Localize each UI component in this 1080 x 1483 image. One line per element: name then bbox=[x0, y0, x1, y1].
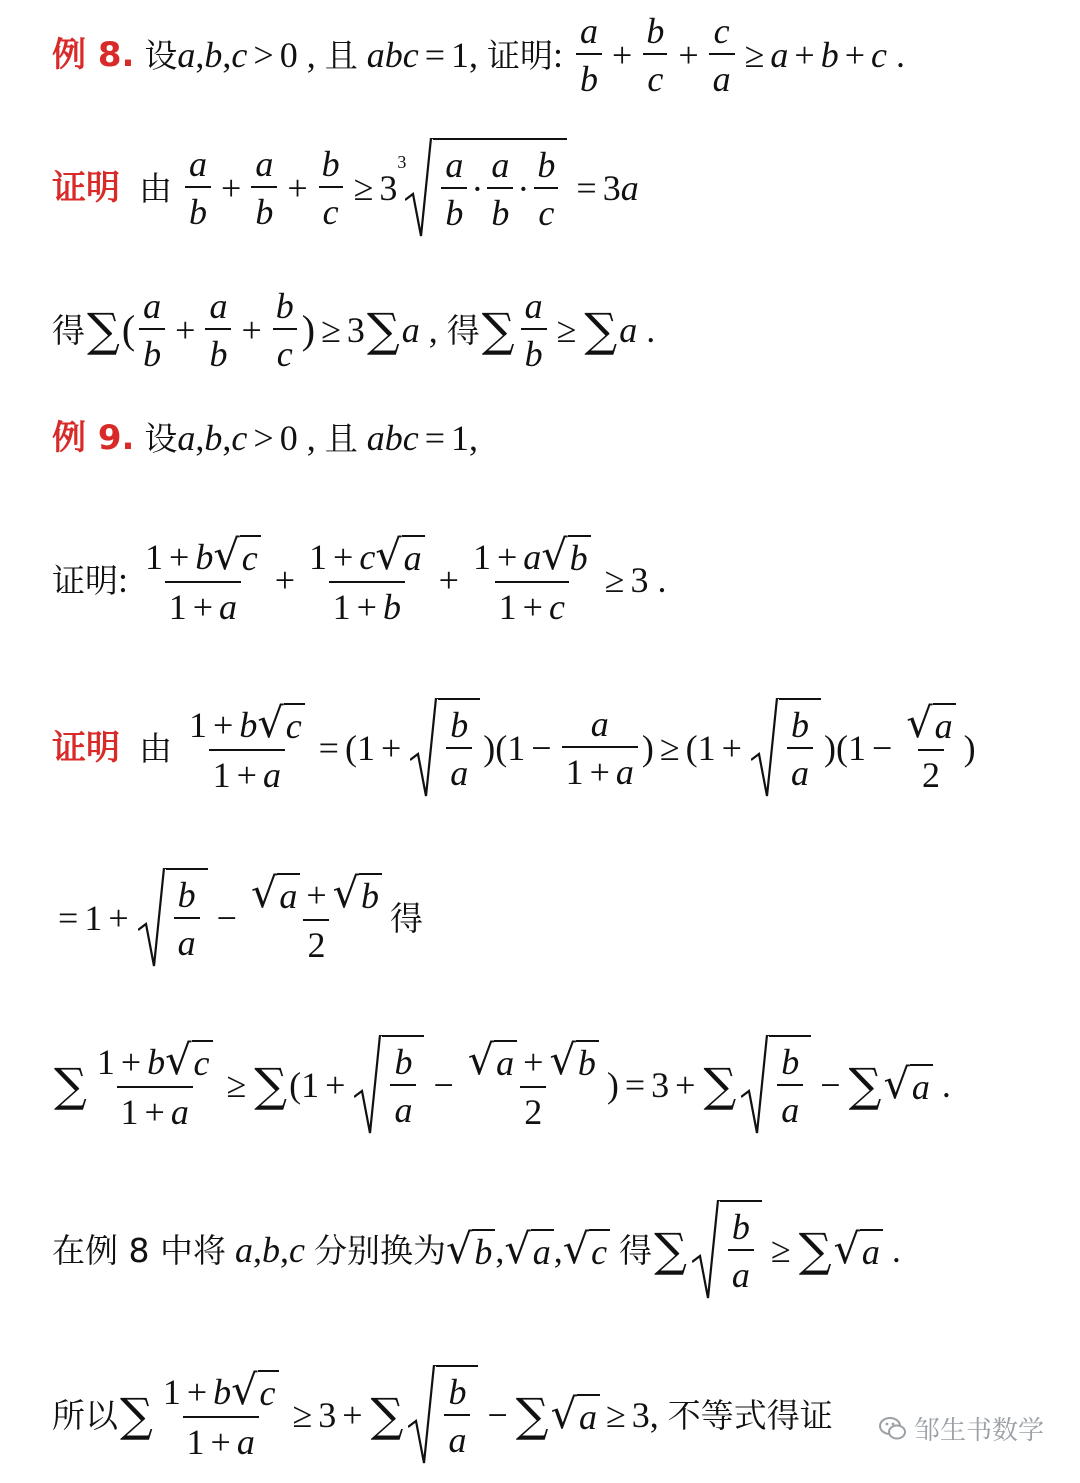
example-9-statement: 例 9. 设 a , b , c > 0 , 且 abc = 1, bbox=[52, 418, 479, 458]
text-replace: 在例 8 中将 bbox=[52, 1230, 226, 1270]
text-you: 由 bbox=[139, 168, 172, 208]
radical-sign-icon bbox=[405, 138, 433, 238]
radical-sign-icon bbox=[751, 698, 779, 798]
radical-sign-icon bbox=[692, 1200, 720, 1300]
text-you: 由 bbox=[139, 728, 172, 768]
text-she: 设 bbox=[144, 35, 178, 75]
text-zhengming: 证明 bbox=[52, 560, 118, 600]
text-de: 得 bbox=[390, 898, 423, 938]
cube-root: $\frac{a}{b}$ · $\frac{a}{b}$ · $\frac{b}{c}$ bbox=[405, 138, 567, 238]
proof-8-line-1: 证明 由 $\frac{a}{b}$ + $\frac{a}{b}$ + $\frac{b}{c}$ ≥ 3 3 $\frac{a}{b}$ · $\frac{a}{b}$ · $\frac{b}{c}$ = 3 a bbox=[52, 140, 639, 236]
text-qie: 且 bbox=[324, 418, 358, 458]
radical-sign-icon bbox=[354, 1035, 382, 1135]
proof-9-line-2: = 1 + $\frac{b}{a}$ − √ a + √ b 2 得 bbox=[52, 868, 423, 968]
proof-label: 证明 bbox=[52, 728, 120, 768]
proof-9-line-1: 证明 由 1 + b √ c 1 + a = (1 + $\frac{b}{a}$ )(1 − $\frac{a}{1 + a}$ ) ≥ (1 + $\frac{b}{a}$ )(1 − √ a 2 ) bbox=[52, 698, 976, 798]
proof-9-conclusion: 所以 ∑ 1 + b √ c 1 + a ≥ 3 + ∑ $\frac{b}{a}$ − ∑ √ a ≥ 3, 不等式得证 bbox=[52, 1365, 833, 1465]
text-de: 得 bbox=[619, 1230, 653, 1270]
watermark-text: 邹生书数学 bbox=[913, 1416, 1044, 1446]
radical-sign-icon bbox=[138, 868, 166, 968]
radical-sign-icon bbox=[410, 698, 438, 798]
proof-label: 证明 bbox=[52, 168, 120, 208]
proof-8-line-2: 得 ∑ ( $\frac{a}{b}$ + $\frac{a}{b}$ + $\frac{b}{c}$ ) ≥ 3 ∑ a , 得 ∑ $\frac{a}{b}$ ≥ ∑ a . bbox=[52, 286, 656, 374]
proof-9-line-3: ∑ 1 + b √ c 1 + a ≥ ∑ (1 + $\frac{b}{a}$ − √ a + √ b 2 ) = 3 + ∑ $\frac{b}{a}$ − ∑ √ a . bbox=[52, 1030, 951, 1140]
watermark bbox=[878, 1410, 1044, 1447]
text-suoyi: 所以 bbox=[52, 1395, 118, 1435]
radical-sign-icon bbox=[741, 1035, 769, 1135]
text-qie: 且 bbox=[324, 35, 358, 75]
radical-sign-icon bbox=[408, 1365, 436, 1465]
wechat-icon bbox=[878, 1414, 908, 1444]
text-de: 得 bbox=[446, 310, 480, 350]
example-label: 例 8. bbox=[52, 35, 135, 75]
example-8-statement: 例 8. 设 a , b , c > 0 , 且 abc = 1, 证明 : $\frac{a}{b}$ + $\frac{b}{c}$ + $\frac{c}{a}$ ≥ a + b + c . bbox=[52, 11, 906, 99]
text-conclusion: 不等式得证 bbox=[667, 1395, 833, 1435]
text-de: 得 bbox=[52, 310, 85, 350]
proof-9-line-4: 在例 8 中将 a , b , c 分别换为 √ b , √ a , √ c 得 ∑ $\frac{b}{a}$ ≥ ∑ √ a . bbox=[52, 1200, 901, 1300]
example-label: 例 9. bbox=[52, 418, 135, 458]
text-she: 设 bbox=[144, 418, 178, 458]
example-9-claim: 证明 : 1 + b √ c 1 + a + 1 + c √ a 1 + b + 1 + a √ b 1 + c ≥ 3 . bbox=[52, 531, 667, 627]
text-zhengming: 证明 bbox=[487, 35, 554, 75]
text-fenbie: 分别换为 bbox=[313, 1230, 446, 1270]
